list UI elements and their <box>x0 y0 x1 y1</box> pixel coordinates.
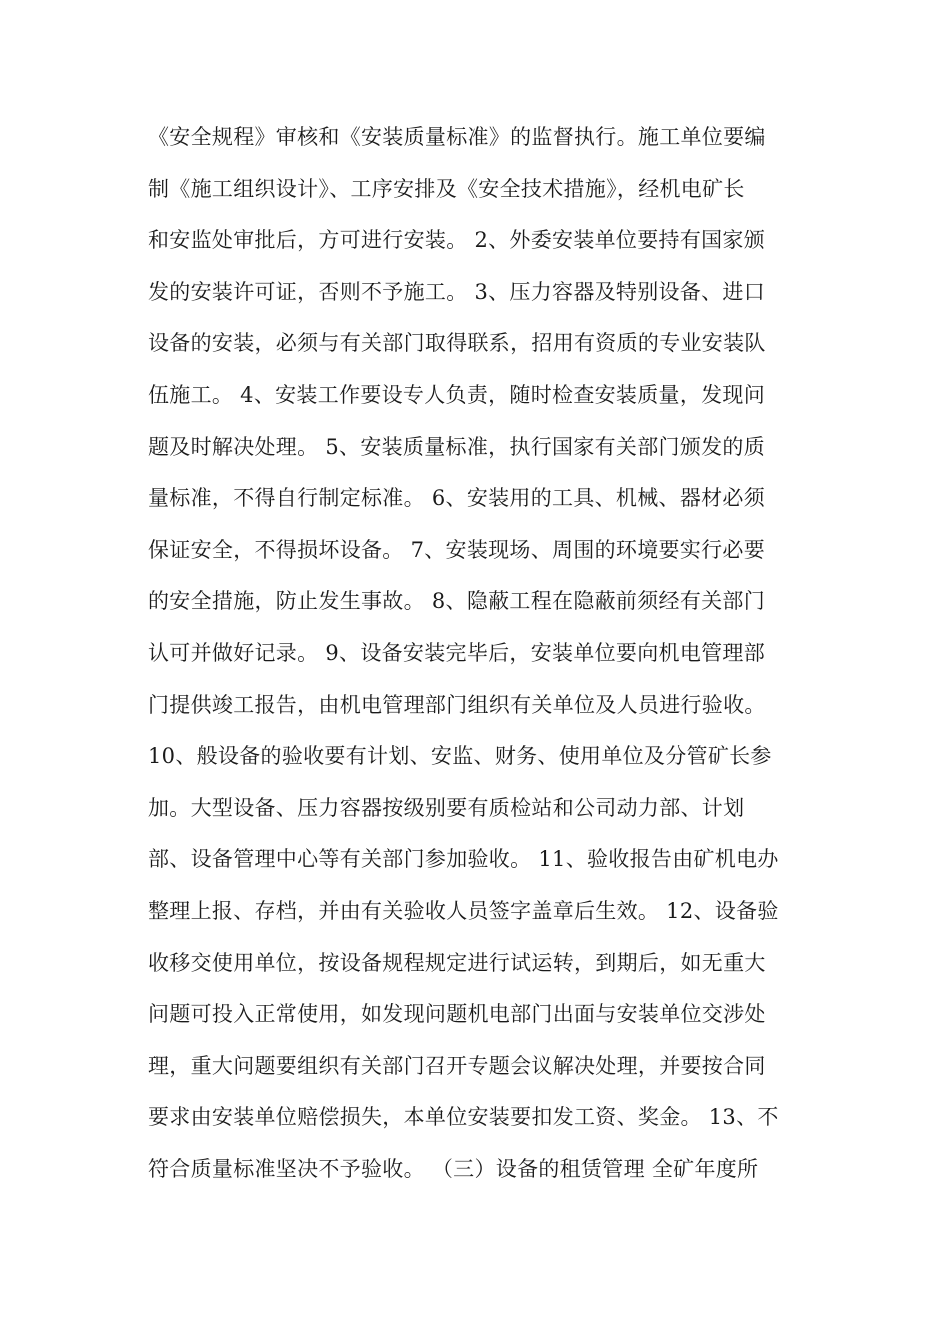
text-line: 符合质量标准坚决不予验收。 （三）设备的租赁管理 全矿年度所 <box>148 1156 759 1181</box>
text-line: 设备的安装，必须与有关部门取得联系，招用有资质的专业安装队 <box>148 331 766 356</box>
text-line: 加。大型设备、压力容器按级别要有质检站和公司动力部、计划 <box>148 795 745 820</box>
text-line: 10、般设备的验收要有计划、安监、财务、使用单位及分管矿长参 <box>148 744 772 769</box>
text-line: 部、设备管理中心等有关部门参加验收。 11、验收报告由矿机电办 <box>148 847 779 872</box>
text-line: 要求由安装单位赔偿损失，本单位安装要扣发工资、奖金。 13、不 <box>148 1105 779 1130</box>
text-line: 和安监处审批后，方可进行安装。 2、外委安装单位要持有国家颁 <box>148 228 766 253</box>
text-line: 量标准，不得自行制定标准。 6、安装用的工具、机械、器材必须 <box>148 486 766 511</box>
text-line: 问题可投入正常使用，如发现问题机电部门出面与安装单位交涉处 <box>148 1002 766 1027</box>
text-line: 的安全措施，防止发生事故。 8、隐蔽工程在隐蔽前须经有关部门 <box>148 589 766 614</box>
text-line: 收移交使用单位，按设备规程规定进行试运转，到期后，如无重大 <box>148 950 766 975</box>
text-line: 保证安全，不得损坏设备。 7、安装现场、周围的环境要实行必要 <box>148 537 766 562</box>
body-text <box>148 112 808 1195</box>
text-line: 认可并做好记录。 9、设备安装完毕后，安装单位要向机电管理部 <box>148 640 766 665</box>
text-line: 《安全规程》审核和《安装质量标准》的监督执行。施工单位要编 <box>148 125 766 149</box>
text-line: 门提供竣工报告，由机电管理部门组织有关单位及人员进行验收。 <box>148 692 766 717</box>
text-line: 伍施工。 4、安装工作要设专人负责，随时检查安装质量，发现问 <box>148 382 766 407</box>
text-line: 整理上报、存档，并由有关验收人员签字盖章后生效。 12、设备验 <box>148 898 779 923</box>
text-line: 题及时解决处理。 5、安装质量标准，执行国家有关部门颁发的质 <box>148 434 766 459</box>
text-line: 理，重大问题要组织有关部门召开专题会议解决处理，并要按合同 <box>148 1053 766 1078</box>
text-line: 发的安装许可证，否则不予施工。 3、压力容器及特别设备、进口 <box>148 279 766 304</box>
text-line: 制《施工组织设计》、工序安排及《安全技术措施》，经机电矿长 <box>148 176 745 201</box>
